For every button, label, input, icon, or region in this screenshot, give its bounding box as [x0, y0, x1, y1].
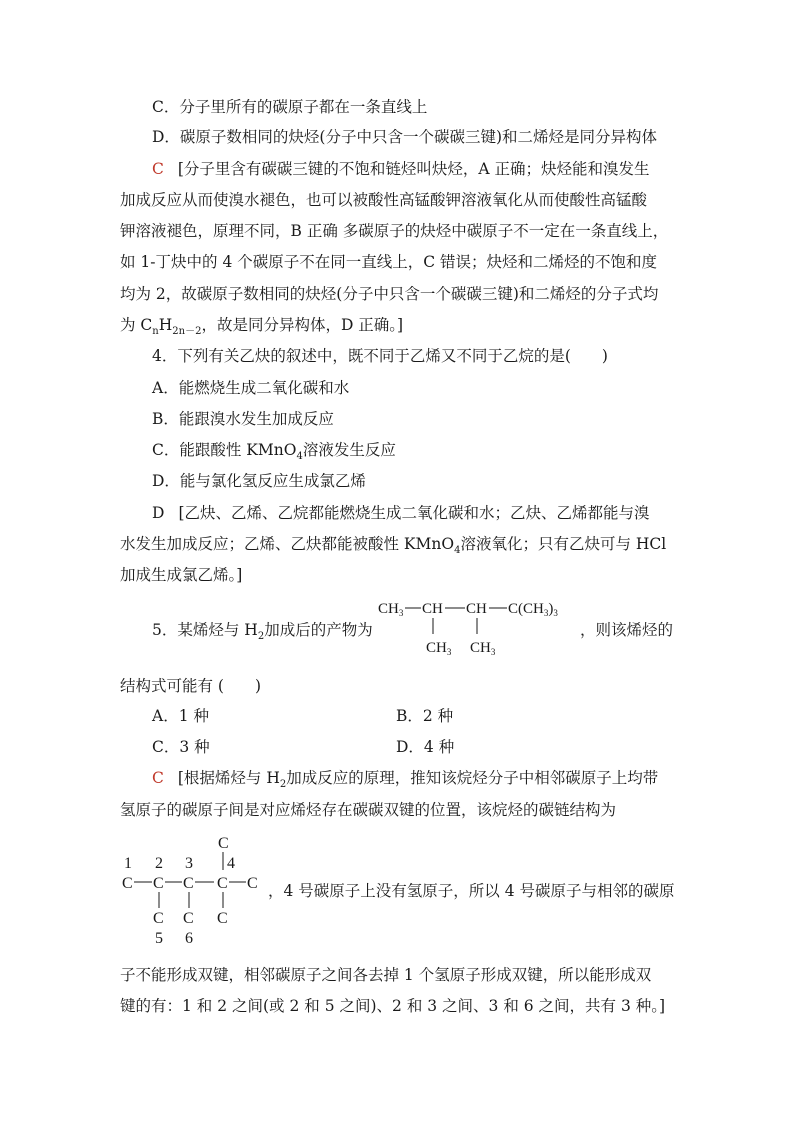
q4-option-c: C．能跟酸性 KMnO$_4$溶液发生反应 [152, 441, 396, 463]
skeleton-atom-c6: C [183, 910, 194, 927]
q5-stem-line-2: 结构式可能有 ( ) [120, 677, 262, 695]
q5-carbon-skeleton [118, 830, 268, 948]
q5-explanation-line-4: 子不能形成双键，相邻碳原子之间各去掉 1 个氢原子形成双键，所以能形成双 [120, 966, 652, 984]
q3-option-d: D．碳原子数相同的炔烃(分子中只含一个碳碳三键)和二烯烃是同分异构体 [152, 128, 658, 146]
q3-answer: C [152, 160, 164, 178]
formula-ch3-left: $CH_3$ [378, 601, 404, 618]
q5-stem: 5．某烯烃与 $H_2$加成后的产物为 [152, 621, 373, 643]
q3-explanation-line-6: 为 $C_nH_{2n-2}$，故是同分异构体，D 正确。] [120, 316, 404, 338]
skeleton-atom-top: C [218, 835, 229, 852]
q4-option-a: A．能燃烧生成二氧化碳和水 [152, 379, 350, 397]
formula-branch-ch3-2: $CH_3$ [470, 640, 496, 657]
skeleton-atom-bottom: C [217, 910, 228, 927]
q3-explanation-line-5: 均为 2，故碳原子数相同的炔烃(分子中只含一个碳碳三键)和二烯烃的分子式均 [120, 285, 659, 303]
skeleton-atom-c5: C [153, 910, 164, 927]
q5-option-c: C．3 种 [152, 738, 210, 756]
q4-option-d: D．能与氯化氢反应生成氯乙烯 [152, 472, 366, 490]
q4-option-b: B．能跟溴水发生加成反应 [152, 410, 334, 428]
q5-explanation-line-1: C [根据烯烃与 $H_2$加成反应的原理，推知该烷烃分子中相邻碳原子上均带 [152, 769, 659, 791]
q3-explanation-line-3: 钾溶液褪色，原理不同，B 正确 多碳原子的炔烃中碳原子不一定在一条直线上， [120, 222, 669, 240]
q5-explanation-line-3: ，4 号碳原子上没有氢原子，所以 4 号碳原子与相邻的碳原 [268, 882, 675, 900]
q5-option-a: A．1 种 [152, 707, 209, 725]
skeleton-label-5: 5 [155, 930, 163, 947]
skeleton-label-1: 1 [124, 855, 132, 872]
formula-ch-2: CH [466, 601, 487, 617]
skeleton-label-3: 3 [185, 855, 193, 872]
skeleton-atom-c1: C [122, 875, 133, 892]
formula-branch-ch3-1: $CH_3$ [426, 640, 452, 657]
skeleton-label-4: 4 [227, 855, 235, 872]
q5-stem-tail: ，则该烯烃的 [580, 621, 674, 639]
q3-explanation-line-1: C [分子里含有碳碳三键的不饱和链烃叫炔烃，A 正确；炔烃能和溴发生 [152, 160, 650, 178]
q5-explanation-line-5: 键的有：1 和 2 之间(或 2 和 5 之间)、2 和 3 之间、3 和 6 之间，共有 3 种。] [120, 997, 666, 1015]
skeleton-atom-c3: C [183, 875, 194, 892]
q4-answer: D [152, 504, 165, 522]
skeleton-label-2: 2 [155, 855, 163, 872]
q3-explanation-line-4: 如 1-丁炔中的 4 个碳原子不在同一直线上，C 错误；炔烃和二烯烃的不饱和度 [120, 253, 658, 271]
formula-ch-1: CH [422, 601, 443, 617]
q5-option-b: B．2 种 [396, 707, 454, 725]
q4-explanation-line-1: D [乙炔、乙烯、乙烷都能燃烧生成二氧化碳和水；乙炔、乙烯都能与溴 [152, 504, 650, 522]
q5-product-structure [376, 596, 576, 660]
formula-c-ch3-3: $C(CH_3)_3$ [508, 601, 558, 618]
q3-option-c: C．分子里所有的碳原子都在一条直线上 [152, 98, 428, 116]
q5-option-d: D．4 种 [396, 738, 455, 756]
q4-explanation-line-3: 加成生成氯乙烯。] [120, 566, 243, 584]
skeleton-atom-c2: C [153, 875, 164, 892]
q5-answer: C [152, 769, 164, 787]
q5-explanation-line-2: 氢原子的碳原子间是对应烯烃存在碳碳双键的位置，该烷烃的碳链结构为 [120, 801, 617, 819]
skeleton-atom-c4: C [217, 875, 228, 892]
skeleton-label-6: 6 [185, 930, 193, 947]
q4-explanation-line-2: 水发生加成反应；乙烯、乙炔都能被酸性 KMnO$_4$溶液氧化；只有乙炔可与 HCl [120, 535, 667, 557]
q4-stem: 4．下列有关乙炔的叙述中，既不同于乙烯又不同于乙烷的是( ) [152, 347, 608, 365]
skeleton-atom-end: C [247, 875, 258, 892]
q3-explanation-line-2: 加成反应从而使溴水褪色，也可以被酸性高锰酸钾溶液氧化从而使酸性高锰酸 [120, 191, 648, 209]
